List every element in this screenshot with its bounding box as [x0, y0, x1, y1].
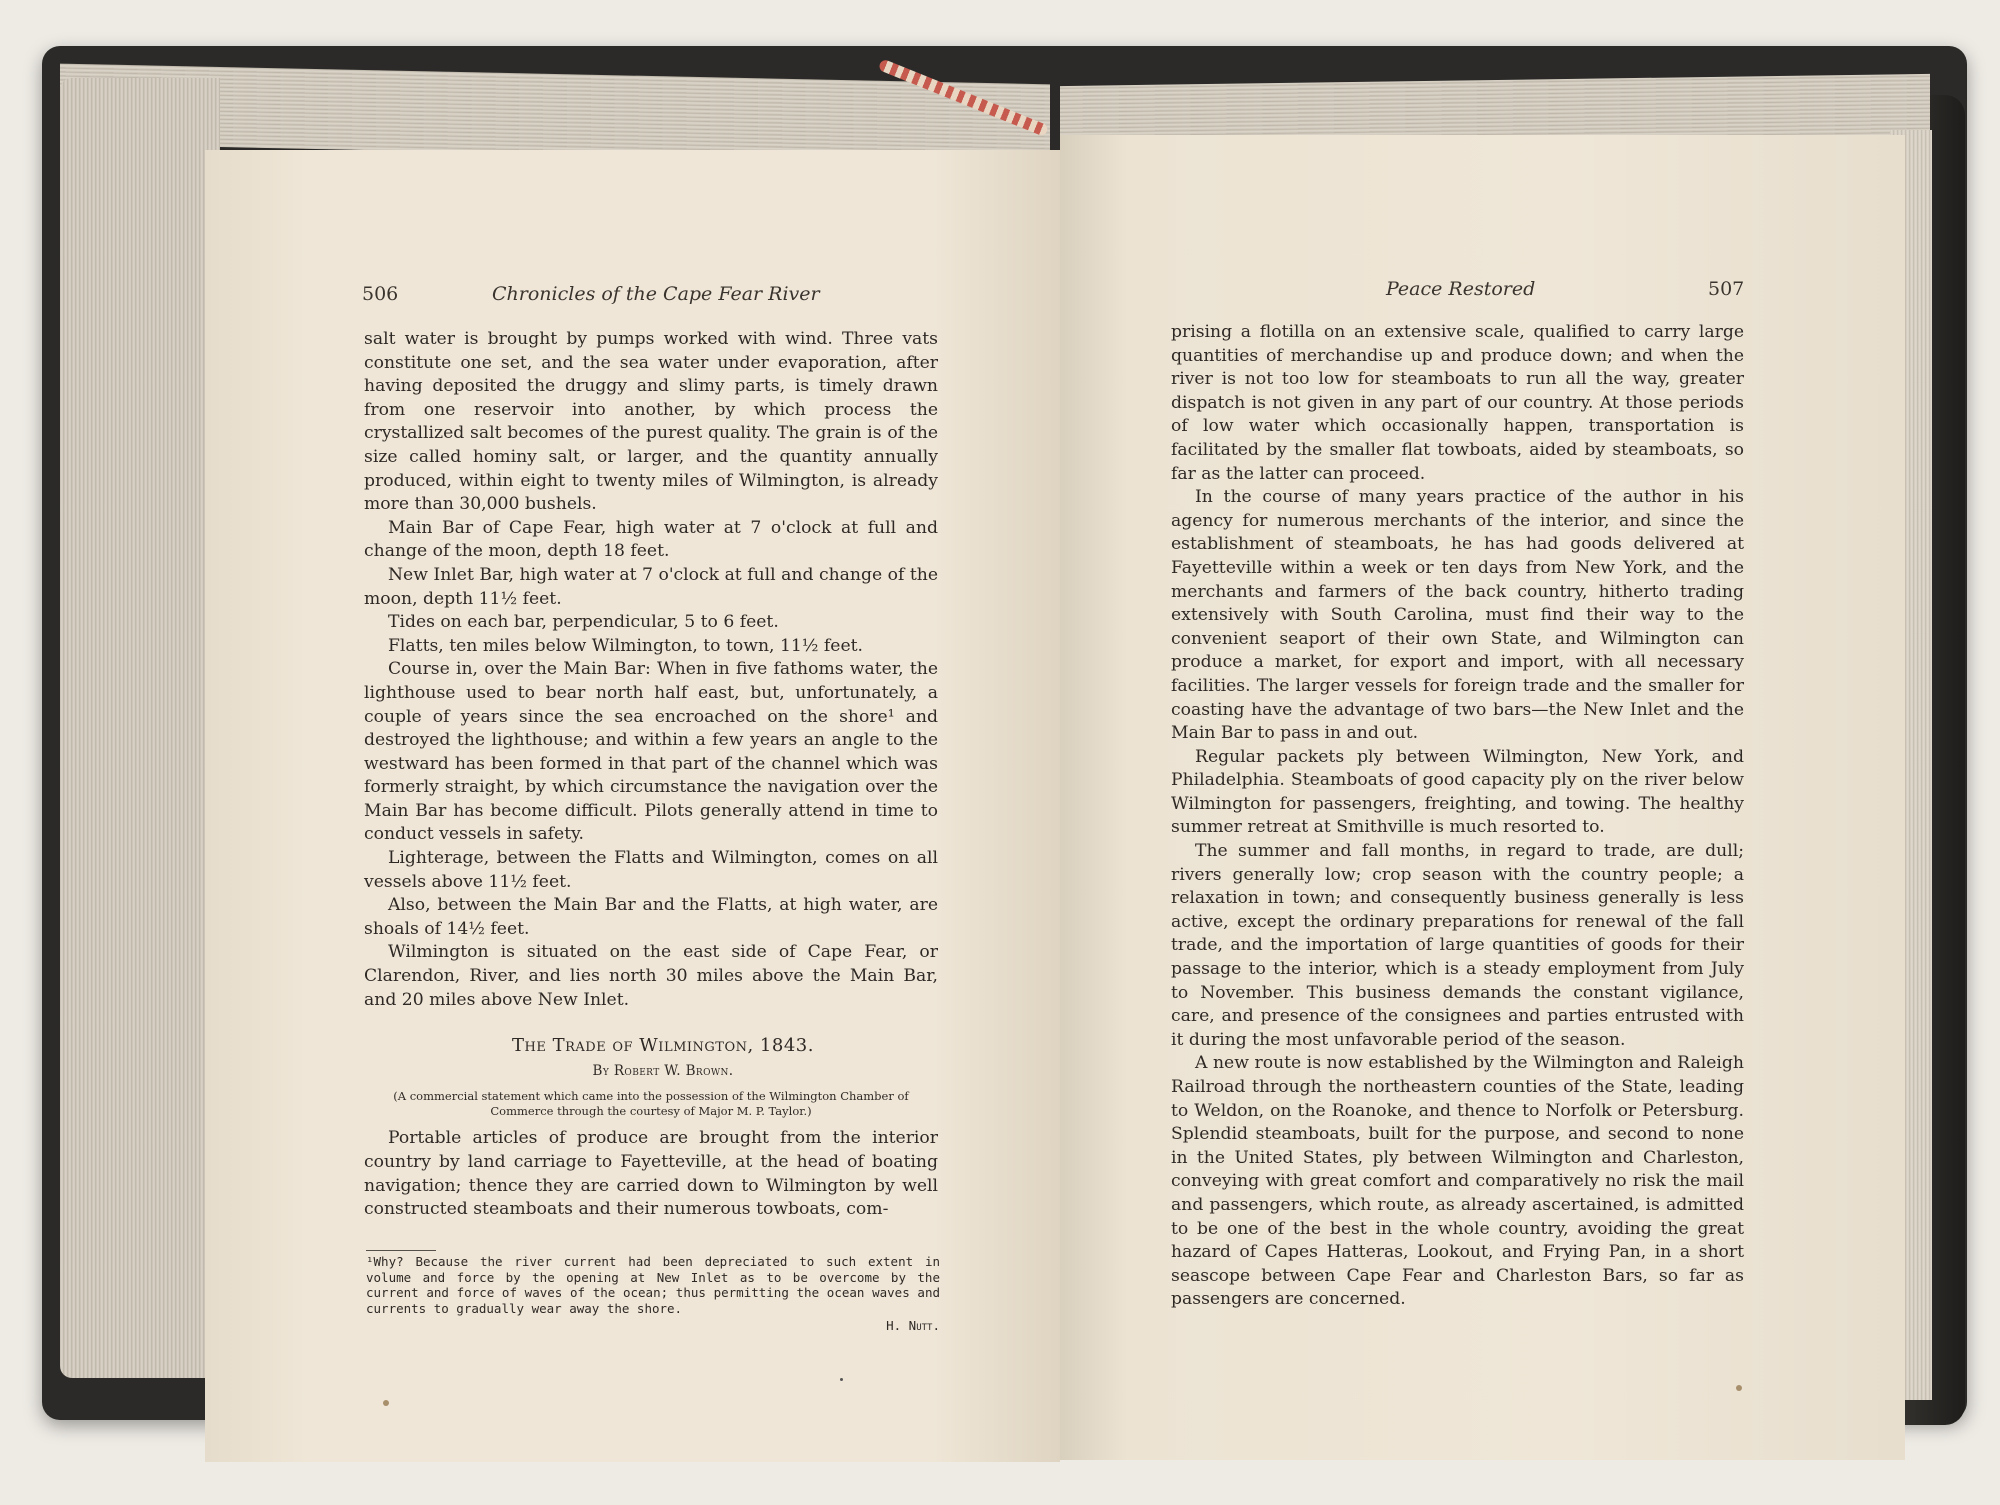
paragraph: Tides on each bar, perpendicular, 5 to 6 feet. [388, 612, 779, 633]
paragraph: prising a flotilla on an extensive scale, qualified to carry large quantities of merchandise up and produce down; and when the river is not too low for steamboats to run all the way, greater dispatch is not given in any part of our country. At those periods of low water which occasionally happen, transportation is facilitated by the smaller flat towboats, aided by steamboats, so far as the latter can proceed. [1171, 322, 1744, 484]
section-title: The Trade of Wilmington, 1843. [512, 1035, 814, 1057]
paragraph: Portable articles of produce are brought from the interior country by land carriage to Fayetteville, at the head of boating navigation; thence they are carried down to Wilmington by well constructed steamboats and their numerous towboats, com- [364, 1128, 938, 1220]
footnote-signature: H. Nutt. [886, 1318, 940, 1333]
paragraph: salt water is brought by pumps worked with wind. Three vats constitute one set, and the sea water under evaporation, after having deposited the druggy and slimy parts, is timely drawn from one reservoir into another, by which process the crystallized salt becomes of the purest quality. The grain is of the size called hominy salt, or larger, and the quantity annually produced, within eight to twenty miles of Wilmington, is already more than 30,000 bushels. [364, 329, 938, 515]
left-text-block [364, 328, 938, 1222]
paragraph: Also, between the Main Bar and the Flatts, at high water, are shoals of 14½ feet. [364, 895, 938, 939]
footnote [366, 1254, 940, 1334]
footnote-text: ¹Why? Because the river current had been depreciated to such extent in volume and force by the opening at New Inlet as to be overcome by the current and force of waves of the ocean; thus permitting the ocean waves and currents to gradually wear away the shore. [366, 1254, 940, 1316]
paragraph: Main Bar of Cape Fear, high water at 7 o'clock at full and change of the moon, depth 18 feet. [364, 517, 938, 562]
page-edges-left [60, 78, 220, 1378]
page-speck [840, 1378, 843, 1381]
paragraph: Flatts, ten miles below Wilmington, to town, 11½ feet. [388, 635, 864, 656]
paragraph: The summer and fall months, in regard to trade, are dull; rivers generally low; crop season with the country people; a relaxation in town; and consequently business generally is less active, except the ordinary preparations for renewal of the fall trade, and the importation of large quantities of goods for their passage to the interior, which is a steady employment from July to November. This business demands the constant vigilance, care, and presence of the consignees and parties entrusted with it during the most unfavorable period of the season. [1171, 841, 1744, 1050]
paragraph: Regular packets ply between Wilmington, New York, and Philadelphia. Steamboats of good capacity ply on the river below Wilmington for passengers, freighting, and towing. The healthy summer retreat at Smithville is much resorted to. [1171, 746, 1744, 838]
byline: By Robert W. Brown. [592, 1062, 734, 1079]
paragraph: Lighterage, between the Flatts and Wilmington, comes on all vessels above 11½ feet. [364, 848, 938, 892]
page-speck [1736, 1385, 1742, 1391]
right-running-title: Peace Restored [1386, 278, 1536, 300]
right-text-block [1171, 321, 1744, 1312]
left-page-number: 506 [362, 283, 399, 305]
paragraph: Wilmington is situated on the east side of Cape Fear, or Clarendon, River, and lies north 30 miles above the Main Bar, and 20 miles above New Inlet. [364, 942, 938, 1010]
footnote-rule [366, 1250, 436, 1251]
paragraph: New Inlet Bar, high water at 7 o'clock at full and change of the moon, depth 11½ feet. [364, 564, 938, 609]
paragraph: In the course of many years practice of the author in his agency for numerous merchants of the interior, and since the establishment of steamboats, he has had goods delivered at Fayetteville within a week or ten days from New York, and the merchants and farmers of the back country, hitherto trading extensively with South Carolina, must find their way to the convenient seaport of their own State, and Wilmington can produce a market, for export and import, with all necessary facilities. The larger vessels for foreign trade and the smaller for coasting have the advantage of two bars—the New Inlet and the Main Bar to pass in and out. [1171, 487, 1744, 744]
paragraph: A new route is now established by the Wilmington and Raleigh Railroad through the northeastern counties of the State, leading to Weldon, on the Roanoke, and thence to Norfolk or Petersburg. Splendid steamboats, built for the purpose, and second to none in the United States, ply between Wilmington and Charleston, conveying with great comfort and comparatively no risk the mail and passengers, which route, as already ascertained, is admitted to be one of the best in the whole country, avoiding the great hazard of Capes Hatteras, Lookout, and Frying Pan, in a short seascope between Cape Fear and Charleston Bars, so far as passengers are concerned. [1171, 1053, 1744, 1310]
editorial-note: (A commercial statement which came into the possession of the Wilmington Chamber of Commerce through the courtesy of Major M. P. Taylor.) [393, 1089, 909, 1119]
page-speck [383, 1400, 389, 1406]
paragraph: Course in, over the Main Bar: When in five fathoms water, the lighthouse used to bear north half east, but, unfortunately, a couple of years since the sea encroached on the shore¹ and destroyed the lighthouse; and within a few years an angle to the westward has been formed in that part of the channel which was formerly straight, by which circumstance the navigation over the Main Bar has become difficult. Pilots generally attend in time to conduct vessels in safety. [364, 659, 938, 845]
left-running-title: Chronicles of the Cape Fear River [492, 283, 820, 305]
right-page-number: 507 [1708, 278, 1745, 300]
